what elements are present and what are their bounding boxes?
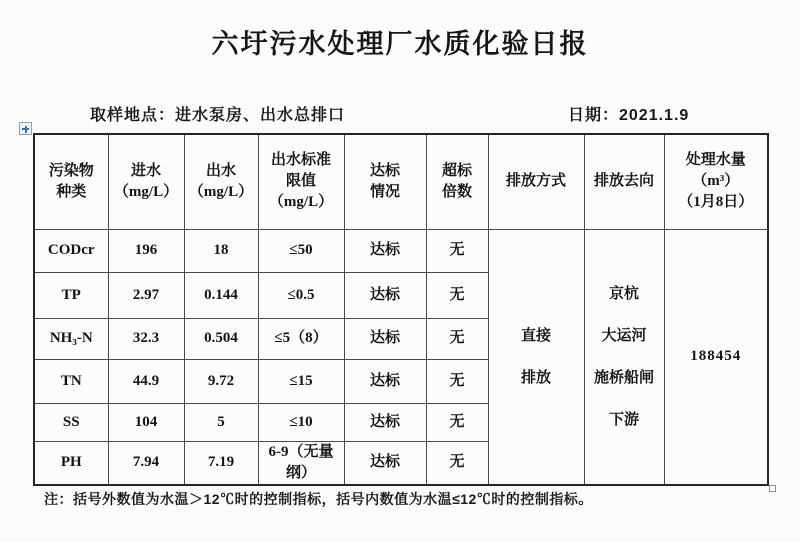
header-exceed-multiple	[426, 134, 488, 229]
cell-limit: ≤5（8）	[258, 318, 344, 359]
cell-effluent: 18	[184, 229, 258, 272]
header-line: （1月8日）	[678, 194, 754, 211]
header-line: 进水	[130, 162, 161, 179]
water-quality-table	[33, 133, 769, 486]
destination-line: 施桥船闸	[593, 369, 654, 386]
header-line: 达标	[369, 162, 400, 179]
cell-exceed: 无	[426, 403, 488, 441]
table-row	[34, 229, 768, 272]
cell-effluent: 0.504	[184, 318, 258, 359]
cell-effluent: 9.72	[184, 359, 258, 403]
cell-limit: ≤50	[258, 229, 344, 272]
cell-influent: 196	[108, 229, 184, 272]
cell-influent: 7.94	[108, 441, 184, 485]
header-line: （mg/L）	[188, 183, 254, 200]
date-label: 日期：2021.1.9	[568, 107, 690, 124]
header-line: 种类	[56, 183, 87, 200]
destination-line: 京杭	[608, 285, 639, 302]
cell-influent: 32.3	[108, 318, 184, 359]
cell-pollutant: SS	[34, 403, 108, 441]
cell-limit: ≤0.5	[258, 272, 344, 318]
header-discharge-mode: 排放方式	[488, 134, 584, 229]
cell-exceed: 无	[426, 229, 488, 272]
header-effluent	[184, 134, 258, 229]
header-effluent-limit	[258, 134, 344, 229]
cell-pollutant: NH₃-N	[34, 318, 108, 359]
header-line: （m³）	[692, 173, 740, 190]
cell-limit: ≤15	[258, 359, 344, 403]
header-treated-volume	[664, 134, 768, 229]
cell-influent: 104	[108, 403, 184, 441]
header-line: 限值	[285, 173, 316, 190]
footnote: 注：括号外数值为水温＞12℃时的控制指标，括号内数值为水温≤12℃时的控制指标。	[44, 491, 593, 507]
header-pollutant-type	[34, 134, 108, 229]
header-line: （mg/L）	[113, 183, 179, 200]
sampling-location-label: 取样地点：进水泵房、出水总排口	[90, 107, 346, 124]
cell-influent: 44.9	[108, 359, 184, 403]
cell-exceed: 无	[426, 441, 488, 485]
cell-effluent: 5	[184, 403, 258, 441]
cell-limit: 6-9（无量纲）	[258, 441, 344, 485]
header-line: 情况	[369, 183, 400, 200]
header-line: 污染物	[48, 162, 94, 179]
destination-line: 下游	[608, 411, 639, 428]
cell-status: 达标	[344, 229, 426, 272]
cell-exceed: 无	[426, 318, 488, 359]
cell-pollutant: PH	[34, 441, 108, 485]
cell-pollutant: CODcr	[34, 229, 108, 272]
cell-discharge-mode	[488, 229, 584, 485]
cell-exceed: 无	[426, 359, 488, 403]
cell-effluent: 7.19	[184, 441, 258, 485]
cell-status: 达标	[344, 403, 426, 441]
header-line: 超标	[441, 162, 472, 179]
cell-discharge-destination	[584, 229, 664, 485]
cell-pollutant: TN	[34, 359, 108, 403]
cell-status: 达标	[344, 318, 426, 359]
cell-status: 达标	[344, 359, 426, 403]
cell-exceed: 无	[426, 272, 488, 318]
page-title: 六圩污水处理厂水质化验日报	[211, 29, 589, 59]
cell-limit: ≤10	[258, 403, 344, 441]
destination-line: 大运河	[601, 327, 647, 344]
cell-pollutant: TP	[34, 272, 108, 318]
header-line: 倍数	[441, 183, 472, 200]
header-discharge-destination: 排放去向	[584, 134, 664, 229]
mode-line: 排放	[520, 369, 551, 386]
table-move-handle-icon[interactable]	[19, 122, 32, 135]
header-compliance	[344, 134, 426, 229]
cell-effluent: 0.144	[184, 272, 258, 318]
cell-treated-volume: 188454	[664, 229, 768, 485]
header-line: 出水标准	[270, 152, 331, 169]
cell-status: 达标	[344, 272, 426, 318]
cell-influent: 2.97	[108, 272, 184, 318]
mode-line: 直接	[520, 327, 551, 344]
header-influent	[108, 134, 184, 229]
header-line: 处理水量	[685, 152, 746, 169]
header-line: （mg/L）	[268, 194, 334, 211]
cell-status: 达标	[344, 441, 426, 485]
move-cross-icon	[25, 126, 27, 133]
header-line: 出水	[205, 162, 236, 179]
table-resize-handle-icon[interactable]	[769, 485, 776, 492]
